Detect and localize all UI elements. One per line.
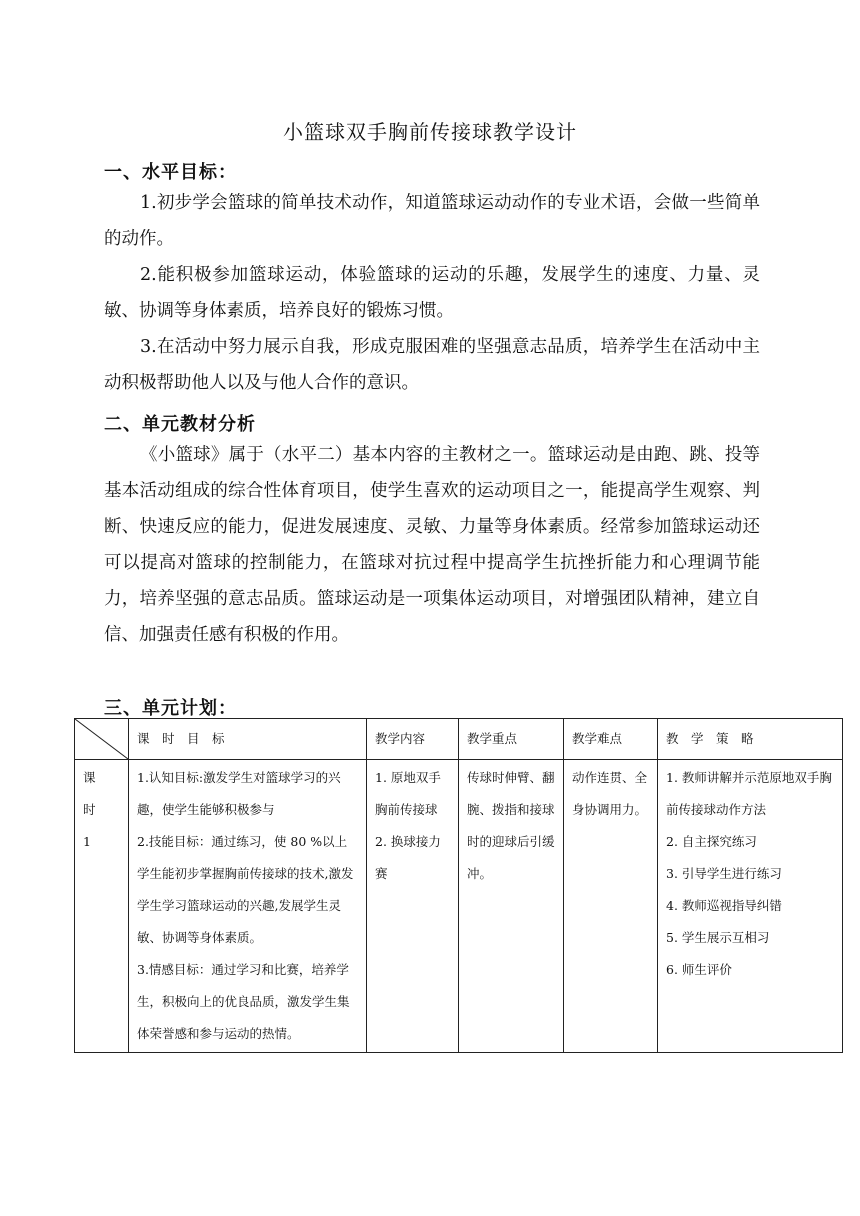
goal-skill: 2.技能目标：通过练习，使 80 %以上学生能初步掌握胸前传接球的技术,激发学生学习篮球运动的兴趣,发展学生灵敏、协调等身体素质。 [137, 834, 354, 945]
diagonal-line [75, 719, 128, 759]
header-strategy: 教 学 策 略 [658, 719, 843, 760]
header-difficulty: 教学难点 [564, 719, 658, 760]
section2-heading: 二、单元教材分析 [104, 414, 256, 435]
strategy-item: 4. 教师巡视指导纠错 [666, 898, 782, 913]
strategy-item: 5. 学生展示互相习 [666, 930, 770, 945]
strategy-item: 1. 教师讲解并示范原地双手胸前传接球动作方法 [666, 770, 832, 817]
section3-heading: 三、单元计划： [104, 698, 237, 719]
strategy-item: 2. 自主探究练习 [666, 834, 757, 849]
header-goals: 课 时 目 标 [129, 719, 367, 760]
strategy-item: 3. 引导学生进行练习 [666, 866, 782, 881]
goal-emotion: 3.情感目标：通过学习和比赛，培养学生，积极向上的优良品质，激发学生集体荣誉感和参与运动的热情。 [137, 962, 350, 1041]
lesson-label-cell [75, 760, 129, 1053]
header-focus: 教学重点 [459, 719, 564, 760]
goals-cell [129, 760, 367, 1053]
material-analysis-text: 《小篮球》属于（水平二）基本内容的主教材之一。篮球运动是由跑、跳、投等基本活动组成的综合性体育项目，使学生喜欢的运动项目之一，能提高学生观察、判断、快速反应的能力，促进发展速度、灵敏、力量等身体素质。经常参加篮球运动还可以提高对篮球的控制能力，在篮球对抗过程中提高学生抗挫折能力和心理调节能力，培养坚强的意志品质。篮球运动是一项集体运动项目，对增强团队精神，建立自信、加强责任感有积极的作用。 [104, 445, 760, 645]
table-header-row [75, 719, 843, 760]
diagonal-corner-cell [75, 719, 129, 760]
header-content: 教学内容 [367, 719, 459, 760]
content-item: 2. 换球接力赛 [375, 834, 441, 881]
unit-plan-table [74, 718, 843, 1053]
goal-cognitive: 1.认知目标:激发学生对篮球学习的兴趣，使学生能够积极参与 [137, 770, 341, 817]
goal-item-3: 3.在活动中努力展示自我，形成克服困难的坚强意志品质，培养学生在活动中主动积极帮助他人以及与他人合作的意识。 [104, 337, 760, 393]
goal-item-1: 1.初步学会篮球的简单技术动作，知道篮球运动动作的专业术语，会做一些简单的动作。 [104, 193, 760, 249]
strategy-cell [658, 760, 843, 1053]
content-cell [367, 760, 459, 1053]
table-row [75, 760, 843, 1053]
strategy-item: 6. 师生评价 [666, 962, 732, 977]
content-item: 1. 原地双手胸前传接球 [375, 770, 441, 817]
lesson-number: 1 [83, 834, 91, 849]
difficulty-cell: 动作连贯、全身协调用力。 [564, 760, 658, 1053]
lesson-label-char: 时 [83, 802, 96, 817]
document-title: 小篮球双手胸前传接球教学设计 [283, 120, 577, 144]
goal-item-2: 2.能积极参加篮球运动，体验篮球的运动的乐趣，发展学生的速度、力量、灵敏、协调等身体素质，培养良好的锻炼习惯。 [104, 265, 760, 321]
focus-cell: 传球时伸臂、翻腕、拨指和接球时的迎球后引缓冲。 [459, 760, 564, 1053]
lesson-label-char: 课 [83, 770, 96, 785]
section1-heading: 一、水平目标： [104, 162, 237, 183]
